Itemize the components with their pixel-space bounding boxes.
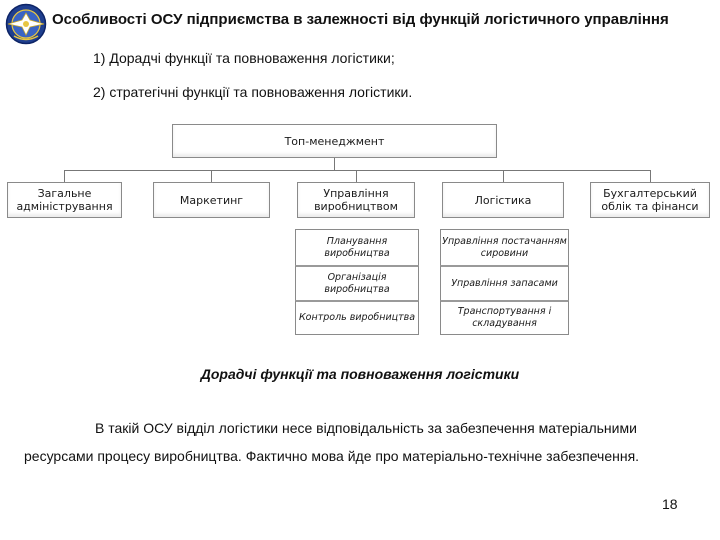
connector-drop-production [356,170,357,182]
connector-top-stem [334,158,335,170]
box-production-control: Контроль виробництва [295,300,419,335]
box-production-management: Управління виробництвом [297,182,415,218]
box-top-management: Топ-менеджмент [172,124,497,158]
box-supply-management: Управління постачанням сировини [440,229,569,265]
box-production-planning: Планування виробництва [295,229,419,265]
connector-drop-accounting [650,170,651,182]
bullet-strategic: 2) стратегічні функції та повноваження логістики. [93,84,413,100]
connector-drop-admin [64,170,65,182]
paragraph-line-1: В такій ОСУ відділ логістики несе відповідальність за забезпечення матеріальними [95,420,637,436]
page-number: 18 [662,496,678,512]
slide-header [0,0,720,46]
bullet-advisory: 1) Дорадчі функції та повноваження логістики; [93,50,395,66]
connector-horizontal [64,170,651,171]
paragraph-line-2: ресурсами процесу виробництва. Фактично мова йде про матеріально-технічне забезпечення. [24,448,640,464]
connector-drop-logistics [503,170,504,182]
box-general-administration: Загальне адміністрування [7,182,122,218]
university-emblem-icon [4,3,48,45]
box-production-organization: Організація виробництва [295,265,419,300]
connector-drop-marketing [211,170,212,182]
box-accounting-finance: Бухгалтерський облік та фінанси [590,182,710,218]
diagram-caption: Дорадчі функції та повноваження логістики [200,366,520,382]
box-inventory-management: Управління запасами [440,265,569,300]
page-title: Особливості ОСУ підприємства в залежності від функцій логістичного управління [52,11,669,28]
box-transport-warehousing: Транспортування і складування [440,300,569,335]
box-marketing: Маркетинг [153,182,270,218]
box-logistics: Логістика [442,182,564,218]
